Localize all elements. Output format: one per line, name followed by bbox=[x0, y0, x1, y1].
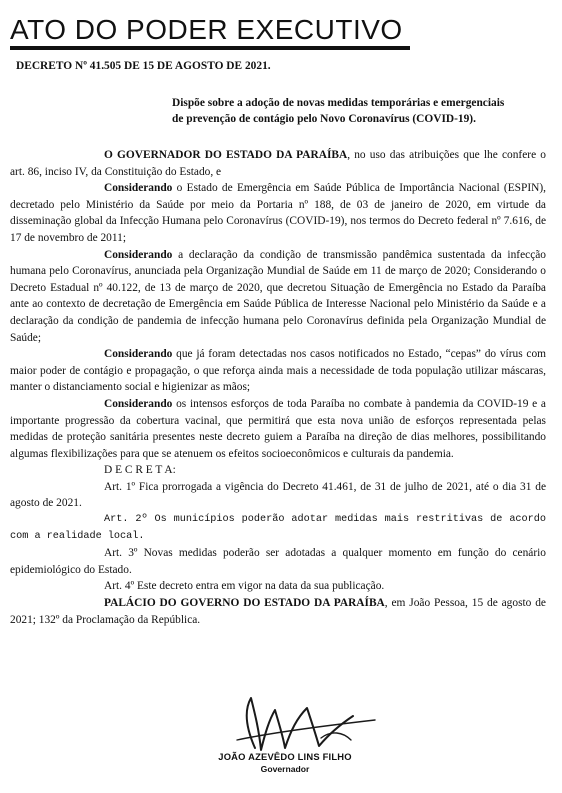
considerando-label: Considerando bbox=[104, 397, 173, 410]
considerando-text-4: os intensos esforços de toda Paraíba no combate à pandemia da COVID-19 e a importante progressão da cobertura vacinal, que permitirá que esta nova união de esforços representada pelas medidas de proteção sanitária presentes neste decreto guiem a Paraíba na direção de dias melhores, possibilitando algumas flexibilizações para que se atenuem os efeitos socioeconômicos e culturais da pandemia. bbox=[10, 397, 546, 460]
considerando-paragraph-4 bbox=[10, 396, 546, 462]
considerando-label: Considerando bbox=[104, 348, 173, 361]
considerando-text-2: a declaração da condição de transmissão pandêmica sustentada da infecção humana pelo Coronavírus, anunciada pela Organização Mundial de Saúde em 11 de março de 2020; Considerando o Decreto Estadual nº 40.122, de 13 de março de 2020, que decretou Situação de Emergência no Estado da Paraíba ante ao contexto de decretação de Emergência em Saúde Pública de Interesse Nacional pelo Ministério da Saúde e a declaração da condição de pandemia de infecção humana pelo Coronavírus definida pela Organização Mundial de Saúde; bbox=[10, 248, 546, 344]
palace-text: , em João Pessoa, 15 de agosto de 2021; 132º da Proclamação da República. bbox=[10, 597, 546, 626]
article-1: Art. 1º Fica prorrogada a vigência do Decreto 41.461, de 31 de julho de 2021, até o dia 31 de agosto de 2021. bbox=[10, 480, 546, 510]
considerando-paragraph-1 bbox=[10, 180, 546, 246]
decree-title: DECRETO Nº 41.505 DE 15 DE AGOSTO DE 2021. bbox=[16, 60, 271, 72]
article-2: Art. 2º Os municípios poderão adotar medidas mais restritivas de acordo com a realidade local. bbox=[10, 514, 546, 542]
ementa-line-2: de prevenção de contágio pelo Novo Coronavírus (COVID-19). bbox=[172, 113, 476, 125]
considerando-paragraph-2 bbox=[10, 247, 546, 347]
governor-title: O GOVERNADOR DO ESTADO DA PARAÍBA bbox=[104, 149, 348, 161]
article-3: Art. 3º Novas medidas poderão ser adotadas a qualquer momento em função do cenário epidemiológico do Estado. bbox=[10, 547, 546, 576]
palace-paragraph bbox=[10, 595, 546, 628]
section-header bbox=[10, 14, 410, 50]
considerando-label: Considerando bbox=[104, 182, 173, 195]
governor-paragraph bbox=[10, 147, 546, 180]
decree-ementa bbox=[172, 95, 546, 127]
governor-text: , no uso das atribuições que lhe confere o art. 86, inciso IV, da Constituição do Estado, e bbox=[10, 149, 546, 178]
article-4: Art. 4º Este decreto entra em vigor na data da sua publicação. bbox=[104, 580, 385, 593]
palace-title: PALÁCIO DO GOVERNO DO ESTADO DA PARAÍBA bbox=[104, 597, 385, 610]
considerando-text-1: o Estado de Emergência em Saúde Pública de Importância Nacional (ESPIN), decretado pelo Ministério da Saúde por meio da Portaria nº 188, de 03 de janeiro de 2020, em virtude da disseminação global da Infecção Humana pelo Coronavírus (COVID-19), nos termos do Decreto federal nº 7.616, de 17 de novembro de 2011; bbox=[10, 182, 546, 244]
considerando-text-3: que já foram detectadas nos casos notificados no Estado, “cepas” do vírus com maior poder de contágio e propagação, o que reforça ainda mais a necessidade de toda população utilizar máscaras, manter o distanciamento social e higienizar as mãos; bbox=[10, 348, 546, 394]
decreta-line: D E C R E T A: bbox=[104, 464, 176, 477]
signatory-name: JOÃO AZEVÊDO LINS FILHO bbox=[218, 751, 352, 762]
considerando-paragraph-3 bbox=[10, 346, 546, 396]
decree-body bbox=[10, 147, 546, 628]
signatory-role: Governador bbox=[260, 764, 310, 774]
section-title: ATO DO PODER EXECUTIVO bbox=[10, 14, 403, 45]
handwritten-signature bbox=[225, 690, 385, 754]
ementa-line-1: Dispõe sobre a adoção de novas medidas temporárias e emergenciais bbox=[172, 97, 505, 109]
considerando-label: Considerando bbox=[104, 248, 173, 261]
